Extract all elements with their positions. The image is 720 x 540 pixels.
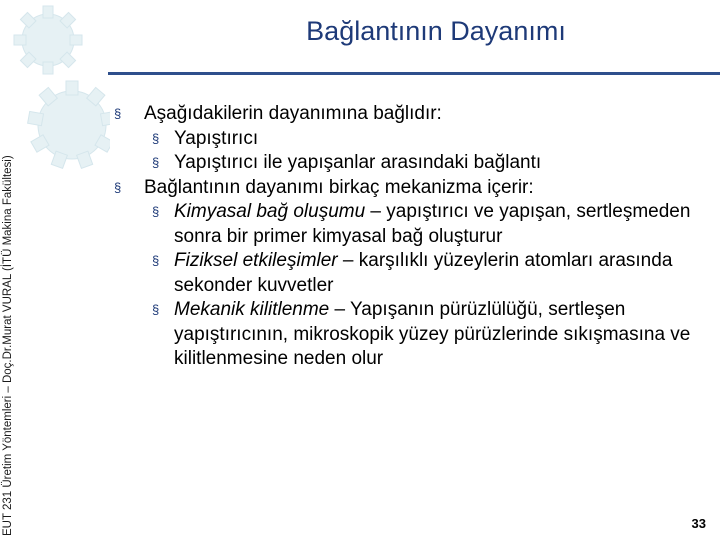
bullet-item — [112, 200, 712, 249]
bullet-text: Aşağıdakilerin dayanımına bağlıdır: — [144, 103, 442, 124]
bullet-text: Yapıştırıcı ile yapışanlar arasındaki bağlantı — [174, 152, 542, 173]
bullet-term: Fiziksel etkileşimler — [174, 250, 338, 271]
bullet-text: – Yapışanın pürüzlülüğü, sertleşen yapıştırıcının, mikroskopik yüzey pürüzlerinde sıkışmasına ve kilitlenmesine neden olur — [174, 299, 691, 369]
title-underline — [108, 72, 720, 75]
bullet-marker: § — [152, 155, 160, 170]
bullet-item — [112, 102, 712, 127]
bullet-term: Mekanik kilitlenme — [174, 299, 330, 320]
side-footer-text: EUT 231 Üretim Yöntemleri – Doç.Dr.Murat VURAL (İTÜ Makina Fakültesi) — [2, 155, 14, 536]
bullet-marker: § — [152, 302, 160, 317]
bullet-item — [112, 298, 712, 372]
bullet-text: Bağlantının dayanımı birkaç mekanizma içerir: — [144, 176, 534, 198]
bullet-item — [112, 176, 712, 201]
bullet-item — [112, 127, 712, 152]
bullet-text: – karşılıklı yüzeylerin atomları arasında sekonder kuvvetler — [174, 250, 673, 296]
gear-icon — [28, 81, 110, 168]
bullet-marker: § — [152, 130, 160, 146]
bullet-marker: § — [152, 253, 160, 268]
bullet-item — [112, 151, 712, 176]
slide-title: Bağlantının Dayanımı — [306, 16, 566, 46]
bullet-item — [112, 249, 712, 298]
bullet-list — [112, 102, 712, 372]
bullet-marker: § — [152, 204, 160, 219]
page-number: 33 — [691, 516, 706, 531]
bullet-marker: § — [114, 106, 122, 121]
bullet-term: Kimyasal bağ oluşumu — [174, 201, 366, 222]
gear-icon — [14, 6, 82, 74]
bullet-text: Yapıştırıcı — [174, 127, 259, 149]
gear-decoration — [0, 0, 110, 190]
bullet-marker: § — [114, 179, 122, 195]
bullet-text: – yapıştırıcı ve yapışan, sertleşmeden sonra bir primer kimyasal bağ oluşturur — [174, 201, 691, 247]
